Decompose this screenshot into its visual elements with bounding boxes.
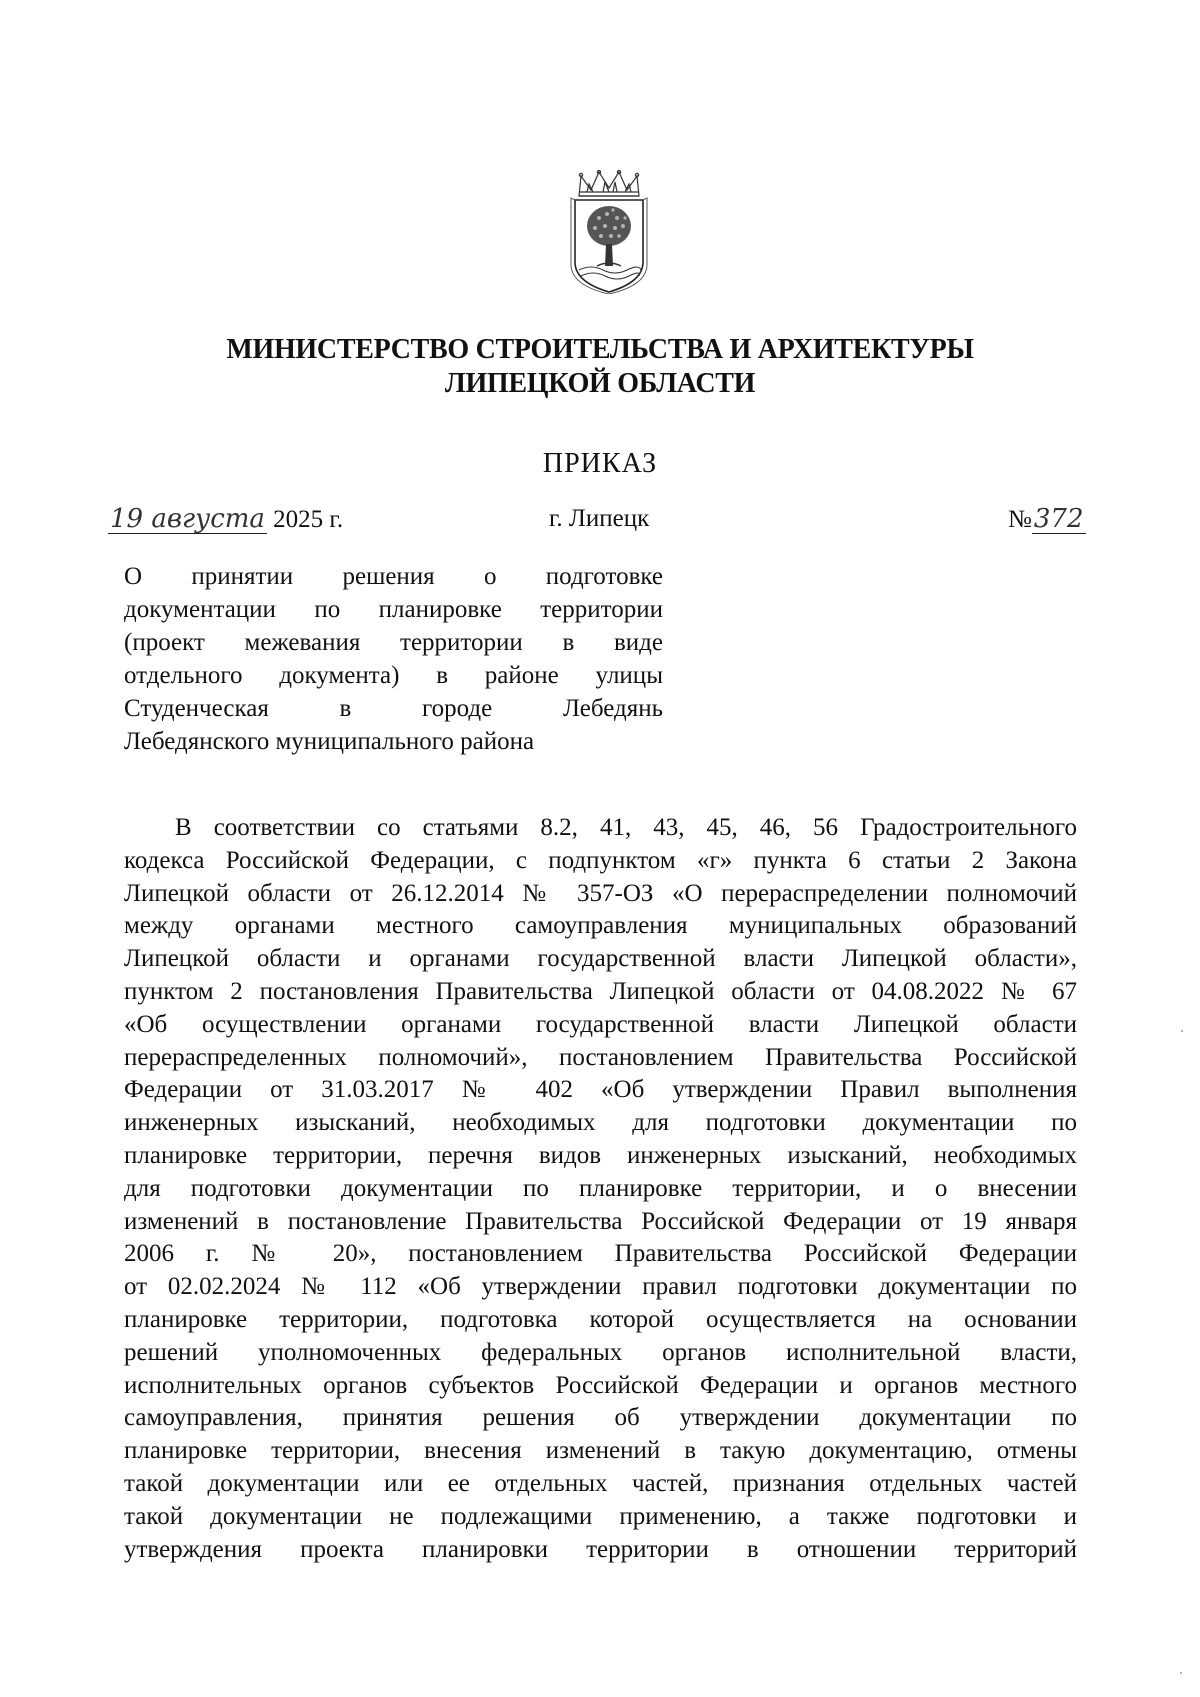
handwritten-number: 372 <box>1033 504 1084 534</box>
body-line: от 02.02.2024 № 112 «Об утверждении правил подготовки документации по <box>124 1273 1077 1301</box>
subject-line: (проект межевания территории в виде <box>124 629 663 656</box>
document-date <box>108 505 343 534</box>
body-line: самоуправления, принятия решения об утверждении документации по <box>124 1404 1077 1432</box>
body-line: изменений в постановление Правительства Российской Федерации от 19 января <box>124 1207 1077 1235</box>
subject-line: отдельного документа) в районе улицы <box>124 662 663 689</box>
ministry-header <box>0 333 1200 401</box>
body-line: планировке территории, перечня видов инженерных изысканий, необходимых <box>124 1141 1077 1169</box>
order-body-paragraph <box>124 812 1077 1566</box>
body-line: В соответствии со статьями 8.2, 41, 43, 45, 46, 56 Градостроительного <box>175 814 1077 841</box>
document-year: 2025 г. <box>273 506 344 533</box>
scan-speck <box>1180 1672 1182 1674</box>
body-line: 2006 г. № 20», постановлением Правительства Российской Федерации <box>124 1240 1077 1268</box>
body-line: между органами местного самоуправления муниципальных образований <box>124 912 1077 940</box>
subject-line: Студенческая в городе Лебедянь <box>124 695 663 722</box>
body-line: пунктом 2 постановления Правительства Липецкой области от 04.08.2022 № 67 <box>124 977 1077 1005</box>
body-line: «Об осуществлении органами государственной власти Липецкой области <box>124 1010 1077 1038</box>
body-line: решений уполномоченных федеральных органов исполнительной власти, <box>124 1338 1077 1366</box>
coat-of-arms-emblem <box>567 170 651 294</box>
ministry-name-line-1: МИНИСТЕРСТВО СТРОИТЕЛЬСТВА И АРХИТЕКТУРЫ <box>226 334 974 365</box>
body-line: планировке территории, внесения изменений в такую документацию, отмены <box>124 1437 1077 1465</box>
handwritten-date: 19 августа <box>110 504 265 534</box>
body-line: кодекса Российской Федерации, с подпунктом «г» пункта 6 статьи 2 Закона <box>124 846 1077 874</box>
body-line: планировке территории, подготовка которой осуществляется на основании <box>124 1305 1077 1333</box>
body-line: такой документации не подлежащими применению, а также подготовки и <box>124 1502 1077 1530</box>
body-line: утверждения проекта планировки территории в отношении территорий <box>124 1535 1077 1563</box>
document-city: г. Липецк <box>549 505 650 532</box>
number-sign: № <box>1008 506 1032 533</box>
body-line: для подготовки документации по планировке территории, и о внесении <box>124 1174 1077 1202</box>
body-line: исполнительных органов субъектов Российской Федерации и органов местного <box>124 1371 1077 1399</box>
ministry-name-line-2: ЛИПЕЦКОЙ ОБЛАСТИ <box>444 368 756 399</box>
order-subject <box>124 560 663 758</box>
subject-line: Лебедянского муниципального района <box>124 728 535 755</box>
body-line: перераспределенных полномочий», постановлением Правительства Российской <box>124 1043 1077 1071</box>
body-line: Липецкой области и органами государственной власти Липецкой области», <box>124 945 1077 973</box>
document-number <box>1008 505 1086 534</box>
document-type-title: ПРИКАЗ <box>542 448 658 479</box>
subject-line: О принятии решения о подготовке <box>124 563 663 590</box>
body-line: инженерных изысканий, необходимых для подготовки документации по <box>124 1109 1077 1137</box>
scan-speck <box>1181 1030 1183 1032</box>
subject-line: документации по планировке территории <box>124 596 663 623</box>
body-line: такой документации или ее отдельных частей, признания отдельных частей <box>124 1469 1077 1497</box>
body-line: Федерации от 31.03.2017 № 402 «Об утверждении Правил выполнения <box>124 1076 1077 1104</box>
body-line: Липецкой области от 26.12.2014 № 357-ОЗ «О перераспределении полномочий <box>124 879 1077 907</box>
